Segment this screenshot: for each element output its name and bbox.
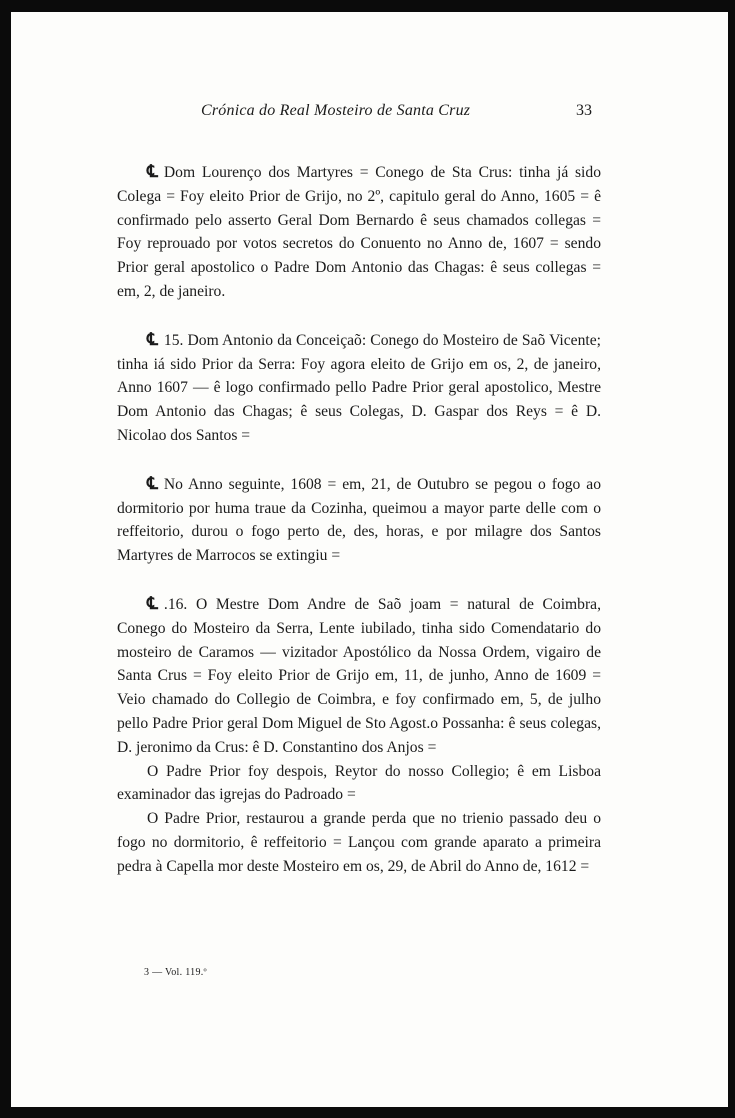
paragraph [117, 472, 601, 568]
paragraph-text: 15. Dom Antonio da Conceiçaõ: Conego do Mosteiro de Saõ Vicente; tinha iá sido Prior da Serra: Foy agora eleito de Grijo em os, 2, de janeiro, Anno 1607 — ê logo confirmado pello Padre Prior geral apostolico, Mestre Dom Antonio das Chagas; ê seus Colegas, D. Gaspar dos Reys = ê D. Nicolao dos Santos = [117, 331, 601, 444]
paragraph [117, 592, 601, 760]
paragraph [117, 760, 601, 808]
page-number: 33 [576, 102, 592, 119]
paragraph-text: .16. O Mestre Dom Andre de Saõ joam = natural de Coimbra, Conego do Mosteiro da Serra, Lente iubilado, tinha sido Comendatario do mosteiro de Caramos — vizitador Apostólico da Nossa Ordem, vigairo de Santa Crus = Foy eleito Prior de Grijo em, 11, de junho, Anno de 1609 = Veio chamado do Collegio de Coimbra, e foy confirmado em, 5, de julho pello Padre Prior geral Dom Miguel de Sto Agost.o Possanha: ê seus colegas, D. jeronimo da Crus: ê D. Constantino dos Anjos = [117, 595, 601, 756]
paragraph [117, 807, 601, 878]
paragraph-text: O Padre Prior, restaurou a grande perda que no trienio passado deu o fogo no dormitorio, ê reffeitorio = Lançou com grande aparato a primeira pedra à Capella mor deste Mosteiro em os, 29, de Abril do Anno de, 1612 = [117, 810, 601, 875]
running-title: Crónica do Real Mosteiro de Santa Cruz [201, 102, 471, 119]
paragraph-text: Dom Lourenço dos Martyres = Conego de Sta Crus: tinha já sido Colega = Foy eleito Prior de Grijo, no 2º, capitulo geral do Anno, 1605 = ê confirmado pelo asserto Geral Dom Bernardo ê seus chamados collegas = Foy reprouado por votos secretos do Conuento no Anno de, 1607 = sendo Prior geral apostolico o Padre Dom Antonio das Chagas: ê seus collegas = em, 2, de janeiro. [117, 164, 601, 300]
section-mark-icon: ℄ [147, 162, 158, 181]
section-mark-icon: ℄ [147, 473, 158, 493]
paragraph-text: O Padre Prior foy despois, Reytor do nosso Collegio; ê em Lisboa examinador das igrejas do Padroado = [117, 762, 601, 804]
signature-mark: 3 — Vol. 119.º [144, 967, 207, 978]
paragraph [117, 160, 601, 304]
section-mark-icon: ℄ [147, 329, 158, 349]
page [11, 12, 728, 1107]
text-body [117, 160, 601, 879]
paragraph [117, 328, 601, 448]
section-mark-icon: ℄ [147, 593, 158, 613]
running-header [11, 102, 728, 124]
paragraph-text: No Anno seguinte, 1608 = em, 21, de Outubro se pegou o fogo ao dormitorio por huma traue da Cozinha, queimou a mayor parte delle com o reffeitorio, durou o fogo perto de, des, horas, e por milagre dos Santos Martyres de Marrocos se extingiu = [117, 475, 601, 565]
